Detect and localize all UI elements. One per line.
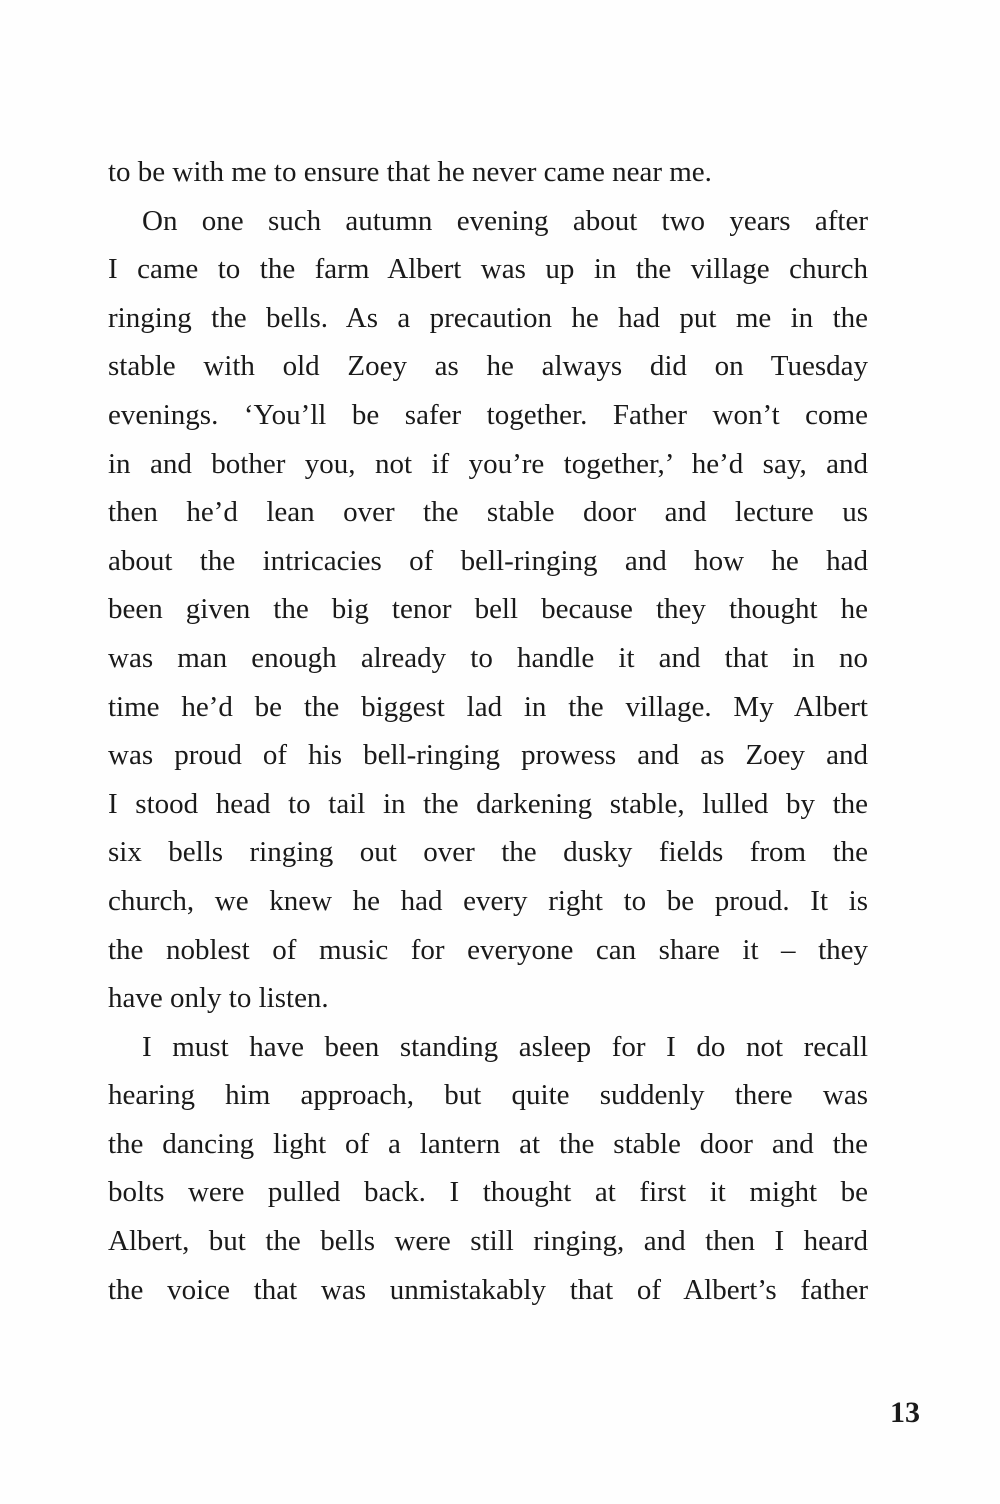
- text-line: have only to listen.: [108, 982, 329, 1015]
- text-line: in and bother you, not if you’re together,’ he’d say, and: [108, 447, 868, 480]
- page-number: 13: [890, 1396, 920, 1429]
- text-line: six bells ringing out over the dusky fields from the: [108, 836, 868, 869]
- text-line: was man enough already to handle it and that in no: [108, 641, 868, 674]
- text-line: time he’d be the biggest lad in the village. My Albert: [108, 690, 868, 723]
- text-line: the dancing light of a lantern at the stable door and the: [108, 1127, 868, 1160]
- text-line: then he’d lean over the stable door and lecture us: [108, 496, 868, 529]
- text-line: I must have been standing asleep for I do not recall: [142, 1030, 868, 1063]
- text-line: church, we knew he had every right to be proud. It is: [108, 884, 868, 917]
- text-line: I stood head to tail in the darkening stable, lulled by the: [108, 787, 868, 820]
- text-line: ringing the bells. As a precaution he had put me in the: [108, 301, 868, 334]
- text-line: the voice that was unmistakably that of Albert’s father: [108, 1273, 868, 1306]
- text-line: evenings. ‘You’ll be safer together. Father won’t come: [108, 398, 868, 431]
- text-line: hearing him approach, but quite suddenly there was: [108, 1079, 868, 1112]
- body-text: [108, 148, 868, 1314]
- text-line: Albert, but the bells were still ringing, and then I heard: [108, 1225, 868, 1258]
- text-line: to be with me to ensure that he never came near me.: [108, 156, 712, 188]
- text-line: stable with old Zoey as he always did on Tuesday: [108, 350, 868, 383]
- text-line: was proud of his bell-ringing prowess and as Zoey and: [108, 739, 868, 772]
- text-line: On one such autumn evening about two years after: [142, 204, 868, 237]
- text-line: about the intricacies of bell-ringing and how he had: [108, 544, 868, 577]
- text-line: the noblest of music for everyone can share it – they: [108, 933, 868, 966]
- text-line: I came to the farm Albert was up in the village church: [108, 253, 868, 286]
- text-line: bolts were pulled back. I thought at first it might be: [108, 1176, 868, 1209]
- text-line: been given the big tenor bell because they thought he: [108, 593, 868, 626]
